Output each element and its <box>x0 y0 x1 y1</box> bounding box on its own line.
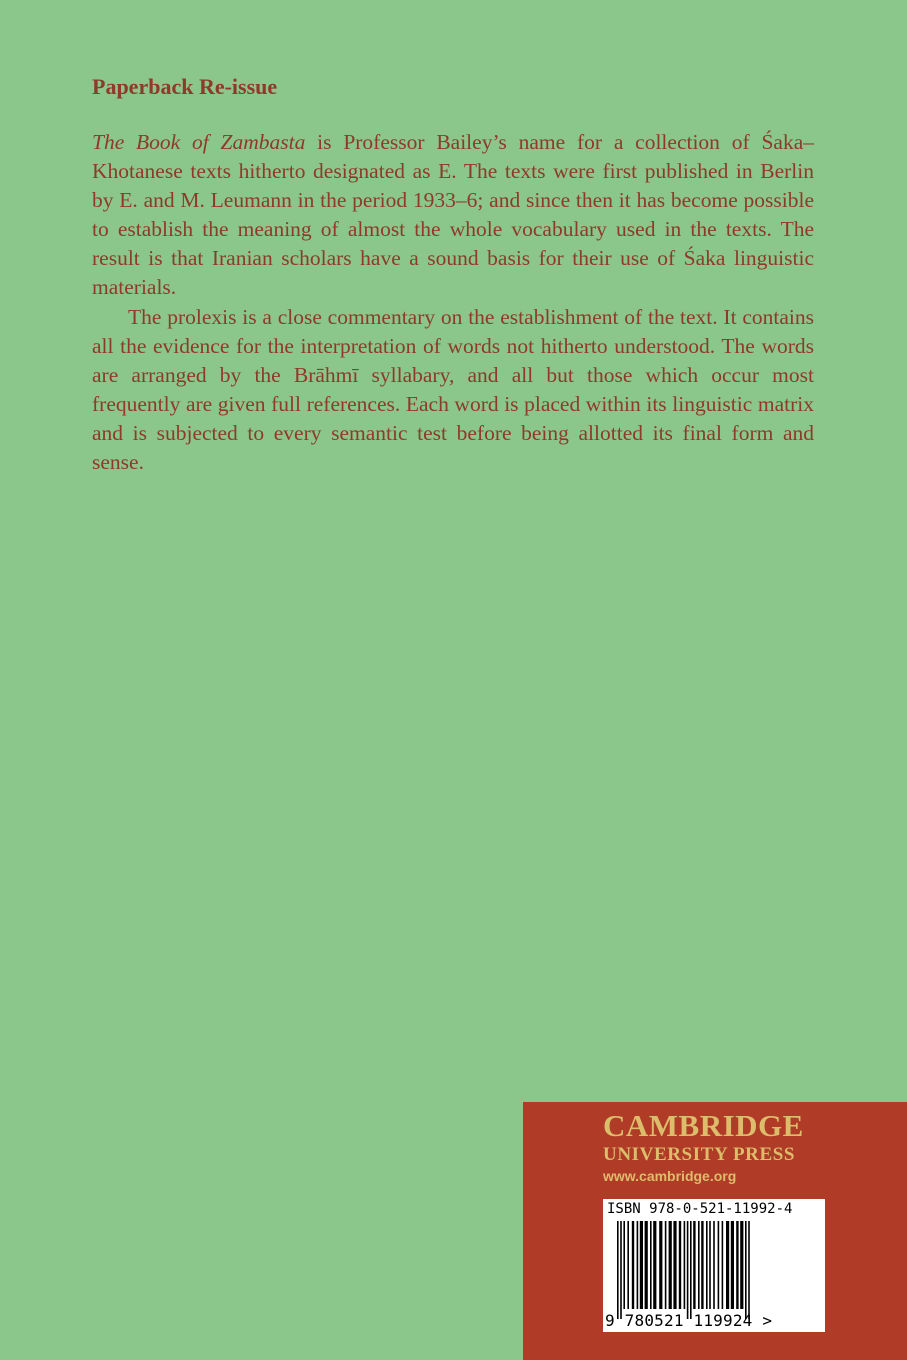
publisher-press: UNIVERSITY PRESS <box>603 1144 796 1165</box>
publisher-name-text: CAMBRIDGE <box>603 1108 804 1143</box>
barcode-bar <box>693 1221 695 1309</box>
publisher-panel <box>523 1102 907 1360</box>
barcode-bar <box>659 1221 662 1309</box>
barcode-bar <box>726 1221 729 1309</box>
barcode-bar <box>645 1221 648 1309</box>
barcode-bar <box>623 1221 625 1309</box>
blurb-paragraph-1 <box>92 128 814 303</box>
publisher-url: www.cambridge.org <box>603 1168 737 1184</box>
isbn-label: ISBN 978-0-521-11992-4 <box>607 1201 793 1217</box>
barcode-bar <box>736 1221 738 1309</box>
barcode-bar <box>690 1221 692 1319</box>
publisher-logo-name <box>603 1108 804 1144</box>
barcode-bar <box>650 1221 652 1309</box>
barcode-bar <box>665 1221 667 1309</box>
barcode-bar <box>617 1221 619 1319</box>
barcode-bar <box>637 1221 639 1309</box>
barcode-bar <box>684 1221 686 1309</box>
blurb-paragraph-1-text: is Professor Bailey’s name for a collection of Śaka–Khotanese texts hitherto designated as E. The texts were first published in Berlin by E. and M. Leumann in the period 1933–6; and since then it has become possible to establish the meaning of almost the whole vocabulary used in the texts. The result is that Iranian scholars have a sound basis for their use of Śaka linguistic materials. <box>92 130 814 300</box>
barcode-bar <box>669 1221 672 1309</box>
book-title: The Book of Zambasta <box>92 130 306 154</box>
barcode-bar <box>731 1221 734 1309</box>
barcode-digits: 9 780521 119924 > <box>605 1311 773 1330</box>
barcode-bar <box>748 1221 750 1319</box>
barcode-bar <box>745 1221 747 1319</box>
cover-heading: Paperback Re-issue <box>92 74 278 99</box>
barcode-bar <box>706 1221 708 1309</box>
barcode-bar <box>722 1221 724 1309</box>
barcode-bar <box>679 1221 681 1309</box>
barcode-bar <box>632 1221 634 1309</box>
barcode-bar <box>713 1221 715 1309</box>
barcode-bar <box>653 1221 656 1309</box>
barcode-bar <box>740 1221 743 1309</box>
barcode-bar <box>718 1221 720 1309</box>
barcode-bar <box>698 1221 700 1309</box>
blurb-paragraph-2: The prolexis is a close commentary on the establishment of the text. It contains all the evidence for the interpretation of words not hitherto understood. The words are arranged by the Brāhmī syllabary, and all but those which occur most frequently are given full references. Each word is placed within its linguistic matrix and is subjected to every semantic test before being allotted its final form and sense. <box>92 304 814 475</box>
barcode-bar <box>701 1221 703 1309</box>
barcode-bar <box>640 1221 643 1309</box>
barcode-bar <box>687 1221 689 1319</box>
barcode-bar <box>627 1221 629 1309</box>
isbn-barcode <box>603 1199 825 1332</box>
barcode-bar <box>620 1221 622 1319</box>
barcode-bar <box>709 1221 711 1309</box>
barcode-bar <box>673 1221 676 1309</box>
cover-blurb <box>92 128 814 477</box>
